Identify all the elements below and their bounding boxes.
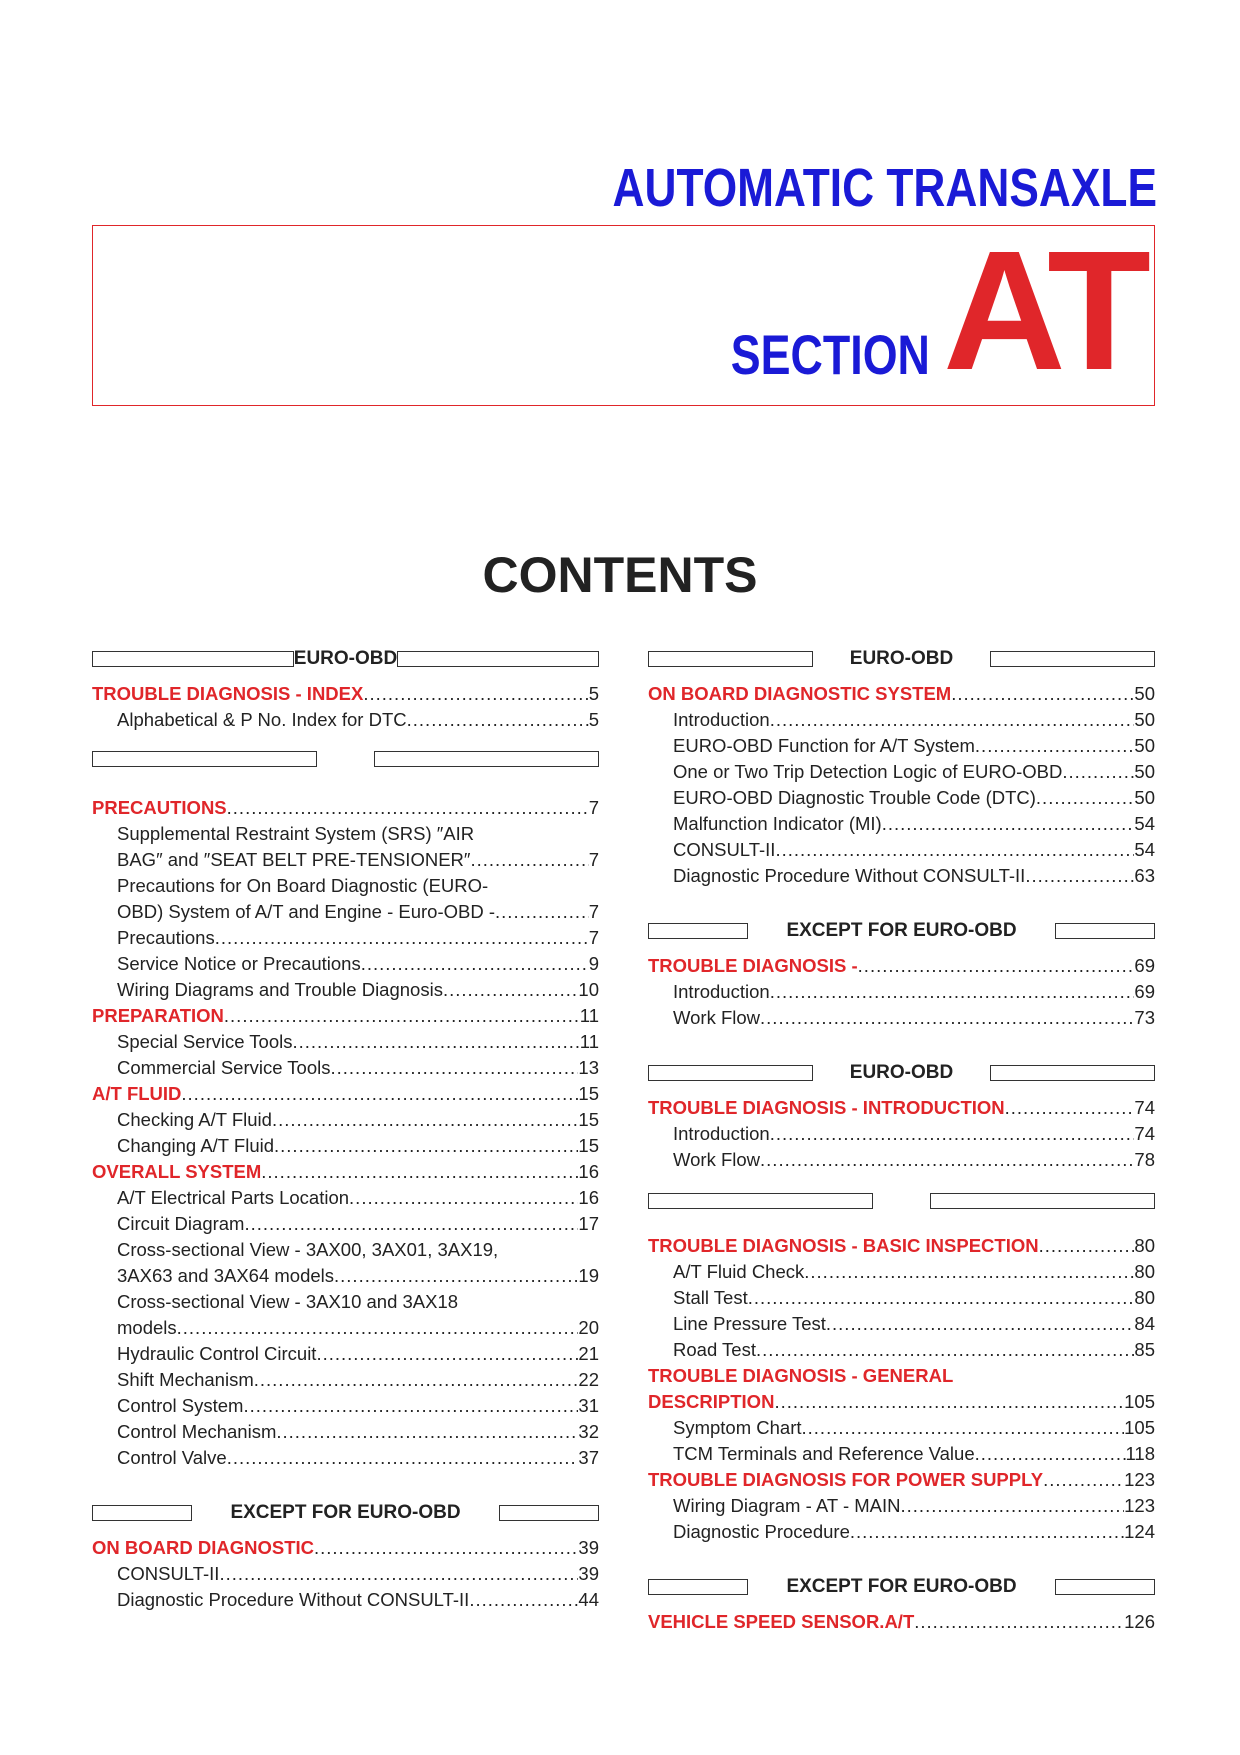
toc-leader-dots [495, 899, 589, 925]
header-rule-box [397, 651, 599, 667]
group-header-blank [648, 1185, 1155, 1217]
group-header-euro-obd [648, 643, 1155, 675]
toc-entry[interactable] [92, 1159, 599, 1185]
toc-entry[interactable] [648, 1519, 1155, 1545]
toc-leader-dots [882, 811, 1135, 837]
toc-entry[interactable] [648, 733, 1155, 759]
toc-page-number: 7 [588, 927, 599, 948]
toc-page-number: 7 [588, 901, 599, 922]
toc-page-number: 50 [1134, 761, 1155, 782]
toc-entry-title-line: Cross-sectional View - 3AX00, 3AX01, 3AX19, [117, 1239, 499, 1260]
toc-leader-dots [274, 1133, 578, 1159]
toc-page-number: 84 [1134, 1313, 1155, 1334]
toc-entry-title: Checking A/T Fluid [117, 1109, 272, 1130]
toc-leader-dots [361, 951, 589, 977]
toc-entry[interactable] [648, 811, 1155, 837]
toc-page-number: 69 [1134, 981, 1155, 1002]
toc-leader-dots [407, 707, 589, 733]
toc-page-number: 63 [1134, 865, 1155, 886]
toc-entry-title: Precautions [117, 927, 215, 948]
toc-leader-dots [760, 1005, 1134, 1031]
toc-entry[interactable] [648, 1493, 1155, 1519]
toc-entry[interactable] [648, 1415, 1155, 1441]
toc-page-number: 105 [1124, 1417, 1155, 1438]
toc-entry-title: Work Flow [673, 1149, 761, 1170]
group-header-except-euro-obd [648, 915, 1155, 947]
group-header-label: EXCEPT FOR EURO-OBD [786, 920, 1017, 941]
toc-entry-title: ON BOARD DIAGNOSTIC [92, 1537, 314, 1558]
header-rule-box [92, 1505, 192, 1521]
toc-entry-title: PRECAUTIONS [92, 797, 227, 818]
toc-page-number: 11 [579, 1005, 599, 1026]
toc-entry-title: Diagnostic Procedure Without CONSULT-II [673, 865, 1026, 886]
header-rule-box [930, 1193, 1155, 1209]
toc-leader-dots [272, 1107, 578, 1133]
toc-page-number: 15 [578, 1083, 599, 1104]
toc-entry[interactable] [92, 1029, 599, 1055]
toc-leader-dots [349, 1185, 578, 1211]
group-header-blank [92, 743, 599, 775]
toc-leader-dots [858, 953, 1135, 979]
toc-page-number: 118 [1125, 1443, 1155, 1464]
section-label: SECTION [730, 323, 930, 386]
toc-page-number: 5 [588, 709, 599, 730]
group-header-label: EURO-OBD [293, 648, 398, 669]
toc-entry-title: A/T Electrical Parts Location [117, 1187, 350, 1208]
toc-leader-dots [177, 1315, 579, 1341]
toc-entry-title: OVERALL SYSTEM [92, 1161, 262, 1182]
toc-entry-title: Circuit Diagram [117, 1213, 245, 1234]
header-rule-box [990, 651, 1155, 667]
group-header-except-euro-obd [648, 1571, 1155, 1603]
toc-entry[interactable] [92, 795, 599, 821]
toc-leader-dots [775, 837, 1134, 863]
toc-page-number: 126 [1124, 1611, 1155, 1632]
toc-entry-title: Stall Test [673, 1287, 748, 1308]
toc-entry-title: Control System [117, 1395, 244, 1416]
toc-page-number: 54 [1134, 813, 1155, 834]
header-rule-box [990, 1065, 1155, 1081]
toc-entry-title: Hydraulic Control Circuit [117, 1343, 317, 1364]
toc-page-number: 69 [1134, 955, 1155, 976]
toc-page-number: 7 [588, 849, 599, 870]
toc-leader-dots [802, 1415, 1125, 1441]
toc-entry-title: A/T Fluid Check [673, 1261, 805, 1282]
toc-left-column [92, 643, 599, 1613]
toc-page-number: 74 [1134, 1097, 1155, 1118]
toc-page-number: 15 [578, 1135, 599, 1156]
toc-leader-dots [470, 847, 588, 873]
toc-page-number: 16 [578, 1161, 599, 1182]
toc-entry[interactable] [92, 707, 599, 733]
toc-leader-dots [314, 1535, 578, 1561]
toc-entry-title: Diagnostic Procedure Without CONSULT-II [117, 1589, 470, 1610]
header-rule-box [1055, 923, 1155, 939]
toc-entry[interactable] [648, 1005, 1155, 1031]
toc-right-column [648, 643, 1155, 1635]
toc-leader-dots [181, 1081, 578, 1107]
toc-leader-dots [334, 1263, 578, 1289]
header-rule-box [1055, 1579, 1155, 1595]
toc-entry[interactable] [648, 1389, 1155, 1415]
toc-entry-title-line: Cross-sectional View - 3AX10 and 3AX18 [117, 1291, 459, 1312]
toc-page-number: 16 [578, 1187, 599, 1208]
toc-leader-dots [227, 795, 589, 821]
group-header-label: EXCEPT FOR EURO-OBD [786, 1576, 1017, 1597]
toc-leader-dots [363, 681, 588, 707]
toc-page-number: 32 [578, 1421, 599, 1442]
toc-entry[interactable] [648, 1609, 1155, 1635]
toc-leader-dots [756, 1337, 1134, 1363]
toc-entry-title: TCM Terminals and Reference Value [673, 1443, 975, 1464]
toc-page-number: 73 [1134, 1007, 1155, 1028]
toc-entry-title: TROUBLE DIAGNOSIS - INDEX [92, 683, 364, 704]
toc-entry[interactable] [92, 1133, 599, 1159]
toc-entry-title-line: Precautions for On Board Diagnostic (EURO- [117, 875, 489, 896]
toc-page-number: 74 [1134, 1123, 1155, 1144]
toc-leader-dots [770, 979, 1135, 1005]
toc-entry[interactable] [648, 979, 1155, 1005]
toc-entry[interactable] [648, 1233, 1155, 1259]
toc-entry[interactable] [92, 1367, 599, 1393]
toc-leader-dots [261, 1159, 578, 1185]
toc-leader-dots [316, 1341, 578, 1367]
toc-leader-dots [975, 733, 1135, 759]
toc-entry[interactable] [648, 1441, 1155, 1467]
toc-entry[interactable] [92, 1315, 599, 1341]
toc-leader-dots [760, 1147, 1134, 1173]
toc-page-number: 13 [578, 1057, 599, 1078]
toc-entry[interactable] [648, 1095, 1155, 1121]
toc-page-number: 39 [578, 1563, 599, 1584]
toc-page-number: 50 [1134, 709, 1155, 730]
toc-entry-title: Shift Mechanism [117, 1369, 254, 1390]
toc-entry-title: Changing A/T Fluid [117, 1135, 275, 1156]
toc-entry-title: Special Service Tools [117, 1031, 293, 1052]
toc-leader-dots [331, 1055, 579, 1081]
toc-leader-dots [276, 1419, 578, 1445]
manual-title: AUTOMATIC TRANSAXLE [612, 158, 1157, 218]
toc-entry[interactable] [92, 1055, 599, 1081]
toc-entry-title: Road Test [673, 1339, 756, 1360]
toc-page-number: 80 [1134, 1235, 1155, 1256]
toc-leader-dots [227, 1445, 579, 1471]
toc-entry[interactable] [92, 1081, 599, 1107]
toc-page-number: 11 [579, 1031, 599, 1052]
toc-page-number: 80 [1134, 1261, 1155, 1282]
toc-entry-title: PREPARATION [92, 1005, 224, 1026]
toc-entry[interactable] [92, 925, 599, 951]
header-rule-box [648, 651, 813, 667]
toc-entry-title: One or Two Trip Detection Logic of EURO-OBD [673, 761, 1063, 782]
toc-entry-title: BAG″ and ″SEAT BELT PRE-TENSIONER″ [117, 849, 471, 870]
group-header-label: EURO-OBD [849, 648, 954, 669]
toc-page-number: 124 [1124, 1521, 1155, 1542]
toc-entry-title: A/T FLUID [92, 1083, 182, 1104]
toc-entry-title: TROUBLE DIAGNOSIS - [648, 955, 858, 976]
toc-leader-dots [774, 1389, 1124, 1415]
toc-leader-dots [975, 1441, 1126, 1467]
header-rule-box [499, 1505, 599, 1521]
header-rule-box [92, 651, 294, 667]
toc-entry[interactable] [92, 1587, 599, 1613]
group-header-except-euro-obd [92, 1497, 599, 1529]
toc-entry[interactable] [92, 951, 599, 977]
toc-entry-title: Introduction [673, 1123, 770, 1144]
toc-entry-title-line: TROUBLE DIAGNOSIS - GENERAL [648, 1365, 954, 1386]
toc-entry-title: EURO-OBD Function for A/T System [673, 735, 975, 756]
toc-leader-dots [770, 1121, 1135, 1147]
toc-entry[interactable] [648, 1121, 1155, 1147]
toc-page-number: 50 [1134, 735, 1155, 756]
toc-entry[interactable] [648, 863, 1155, 889]
header-rule-box [648, 923, 748, 939]
toc-page-number: 37 [578, 1447, 599, 1468]
toc-entry[interactable] [92, 847, 599, 873]
toc-entry[interactable] [648, 1311, 1155, 1337]
toc-entry-title: Service Notice or Precautions [117, 953, 361, 974]
toc-leader-dots [826, 1311, 1135, 1337]
toc-leader-dots [469, 1587, 578, 1613]
toc-page-number: 31 [578, 1395, 599, 1416]
toc-leader-dots [254, 1367, 579, 1393]
section-code: AT [943, 216, 1145, 406]
toc-entry[interactable] [92, 1185, 599, 1211]
toc-entry[interactable] [92, 1003, 599, 1029]
toc-entry[interactable] [648, 837, 1155, 863]
group-header-label: EXCEPT FOR EURO-OBD [230, 1502, 461, 1523]
toc-entry[interactable] [648, 953, 1155, 979]
toc-page-number: 17 [578, 1213, 599, 1234]
group-header-euro-obd [92, 643, 599, 675]
toc-page-number: 80 [1134, 1287, 1155, 1308]
toc-leader-dots [914, 1609, 1124, 1635]
toc-page-number: 105 [1124, 1391, 1155, 1412]
toc-leader-dots [951, 681, 1134, 707]
toc-leader-dots [219, 1561, 578, 1587]
toc-entry-title: CONSULT-II [117, 1563, 220, 1584]
toc-entry-title: TROUBLE DIAGNOSIS FOR POWER SUPPLY [648, 1469, 1044, 1490]
toc-leader-dots [1025, 863, 1134, 889]
toc-entry-title: CONSULT-II [673, 839, 776, 860]
toc-leader-dots [1005, 1095, 1135, 1121]
toc-leader-dots [215, 925, 589, 951]
toc-entry-title: ON BOARD DIAGNOSTIC SYSTEM [648, 683, 952, 704]
header-rule-box [648, 1579, 748, 1595]
toc-entry-title: Alphabetical & P No. Index for DTC [117, 709, 407, 730]
toc-entry[interactable] [92, 977, 599, 1003]
toc-entry-title: DESCRIPTION [648, 1391, 775, 1412]
toc-page-number: 54 [1134, 839, 1155, 860]
header-rule-box [374, 751, 599, 767]
toc-leader-dots [1039, 1233, 1135, 1259]
toc-entry-title: Line Pressure Test [673, 1313, 826, 1334]
toc-leader-dots [850, 1519, 1124, 1545]
toc-entry-title: Commercial Service Tools [117, 1057, 331, 1078]
toc-page-number: 85 [1134, 1339, 1155, 1360]
toc-leader-dots [293, 1029, 580, 1055]
toc-entry-title: TROUBLE DIAGNOSIS - INTRODUCTION [648, 1097, 1005, 1118]
toc-entry-title-line: Supplemental Restraint System (SRS) ″AIR [117, 823, 475, 844]
toc-page-number: 39 [578, 1537, 599, 1558]
toc-entry[interactable] [648, 1467, 1155, 1493]
toc-entry[interactable] [648, 707, 1155, 733]
toc-page-number: 15 [578, 1109, 599, 1130]
group-header-euro-obd [648, 1057, 1155, 1089]
toc-leader-dots [770, 707, 1135, 733]
toc-entry-title: Control Valve [117, 1447, 227, 1468]
toc-entry-title: EURO-OBD Diagnostic Trouble Code (DTC) [673, 787, 1036, 808]
toc-page-number: 123 [1124, 1469, 1155, 1490]
group-header-label: EURO-OBD [849, 1062, 954, 1083]
toc-leader-dots [443, 977, 578, 1003]
toc-entry-title: Diagnostic Procedure [673, 1521, 850, 1542]
toc-entry[interactable] [92, 681, 599, 707]
toc-page-number: 50 [1134, 683, 1155, 704]
toc-entry[interactable] [648, 681, 1155, 707]
toc-entry-title: Control Mechanism [117, 1421, 277, 1442]
header-rule-box [648, 1193, 873, 1209]
toc-entry[interactable] [648, 1285, 1155, 1311]
toc-entry[interactable] [92, 1263, 599, 1289]
toc-entry[interactable] [92, 1445, 599, 1471]
toc-entry-title: TROUBLE DIAGNOSIS - BASIC INSPECTION [648, 1235, 1039, 1256]
toc-entry[interactable] [648, 759, 1155, 785]
toc-leader-dots [224, 1003, 580, 1029]
toc-entry[interactable] [92, 1211, 599, 1237]
header-rule-box [648, 1065, 813, 1081]
toc-entry[interactable] [92, 1419, 599, 1445]
toc-page-number: 50 [1134, 787, 1155, 808]
toc-page-number: 20 [578, 1317, 599, 1338]
toc-entry-title: Wiring Diagrams and Trouble Diagnosis [117, 979, 443, 1000]
toc-page-number: 7 [588, 797, 599, 818]
toc-leader-dots [901, 1493, 1125, 1519]
toc-page-number: 78 [1134, 1149, 1155, 1170]
toc-entry[interactable] [92, 899, 599, 925]
toc-entry[interactable] [92, 1393, 599, 1419]
toc-leader-dots [244, 1211, 578, 1237]
toc-entry[interactable] [648, 1337, 1155, 1363]
toc-entry-title: OBD) System of A/T and Engine - Euro-OBD - [117, 901, 496, 922]
toc-entry-title: Work Flow [673, 1007, 761, 1028]
toc-entry-title: 3AX63 and 3AX64 models [117, 1265, 335, 1286]
toc-leader-dots [1036, 785, 1135, 811]
toc-page-number: 9 [588, 953, 599, 974]
toc-leader-dots [804, 1259, 1134, 1285]
toc-entry[interactable] [92, 1535, 599, 1561]
toc-page-number: 123 [1124, 1495, 1155, 1516]
toc-entry-title: Introduction [673, 981, 770, 1002]
toc-page-number: 19 [578, 1265, 599, 1286]
toc-page-number: 10 [578, 979, 599, 1000]
toc-entry-title: models [117, 1317, 177, 1338]
toc-entry-title: Introduction [673, 709, 770, 730]
toc-entry[interactable] [648, 1259, 1155, 1285]
toc-entry[interactable] [648, 1147, 1155, 1173]
toc-page-number: 22 [578, 1369, 599, 1390]
toc-entry-title: Malfunction Indicator (MI) [673, 813, 882, 834]
contents-heading: CONTENTS [482, 547, 758, 603]
toc-leader-dots [748, 1285, 1135, 1311]
toc-page-number: 21 [578, 1343, 599, 1364]
toc-page-number: 5 [588, 683, 599, 704]
toc-entry-title: VEHICLE SPEED SENSOR.A/T [648, 1611, 915, 1632]
toc-entry[interactable] [92, 1561, 599, 1587]
toc-entry[interactable] [92, 1341, 599, 1367]
header-rule-box [92, 751, 317, 767]
toc-entry-title: Symptom Chart [673, 1417, 802, 1438]
toc-entry[interactable] [648, 785, 1155, 811]
toc-entry[interactable] [92, 1107, 599, 1133]
toc-leader-dots [243, 1393, 578, 1419]
toc-leader-dots [1043, 1467, 1124, 1493]
toc-entry-title: Wiring Diagram - AT - MAIN [673, 1495, 901, 1516]
toc-leader-dots [1062, 759, 1134, 785]
toc-page-number: 44 [578, 1589, 599, 1610]
